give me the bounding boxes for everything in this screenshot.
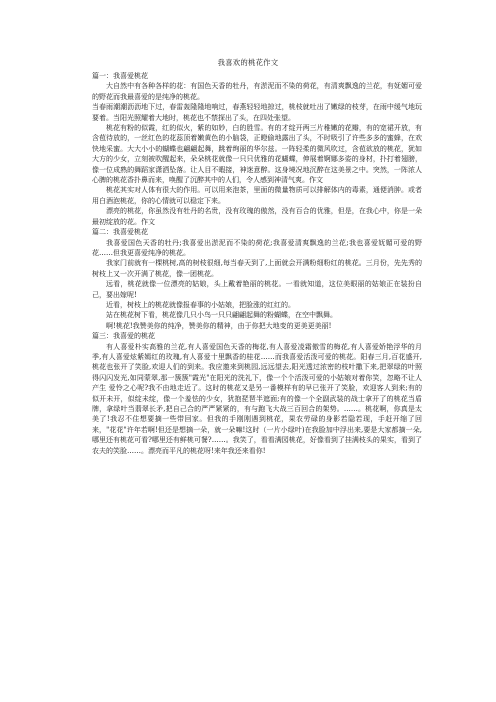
- article-body: [92, 71, 422, 456]
- paragraph: 桃花其实对人体有很大的作用。可以用来泡茶，里面的微量物质可以排解体内的毒素，通便消肿。或者用白酒泡桃花，你的心情就可以稳定下来。: [92, 186, 422, 205]
- paragraph: 我家门前就有一棵桃树,高的树枝很细,每当春天到了,上面就会开满粉细粉红的桃花。三月份，先先秀的树枝上又一次开满了桃花，像一团桃花。: [92, 259, 422, 278]
- paragraph: 站在桃花树下看，桃花像几只小鸟一只只翩翩起舞的粉蝴蝶，在空中飘舞。: [106, 311, 337, 320]
- paragraph: 当春雨潮潮沥沥地下过，春雷轰隆隆地响过，春燕轻轻地掠过，桃枝就吐出了嫩绿的枝芽，在雨中缓气地玩要着。当阳光照耀着大地时，桃花也不禁探出了头，在四处张望。: [92, 103, 422, 122]
- paragraph: 大自然中有各种各样的花：有国色天香的牡丹，有淤泥而不染的荷花，有清爽飘逸的兰花，有妩媚可爱的野花而我最喜爱的是纯净的桃花。: [92, 82, 422, 101]
- paragraph: 有人喜爱朴实高雅的兰花,有人喜爱国色天香的梅花,有人喜爱凌霜傲雪的梅花,有人喜爱娇艳浮华的月季,有人喜爱炫紫嫣红的玫瑰,有人喜爱十里飘香的桂花……而我喜爱活泼可爱的桃花。阳春三月,百花盛开,桃花也张开了笑脸,欢迎人们的到来。我应邀来到桃园,远远望去,阳光透过浓密的枝叶撒下来,把翠绿的叶照得闪闪发光,如同蒙翠,那一簇簇"霞光"在阳光的洗礼下，像一个个活泼可爱的小姑娘对着你笑，忽略不让人产生 爱怜之心呢?我不由地走近了。这时的桃花又是另一番模样有的早已张开了笑脸，欢迎客人到来;有的似开未开，似绽未绽，像一个羞怯的少女，犹抱琵琶半遮面;有的像一个全副武装的战士拿开了的桃花当盾牌，拿绿叶当翡翠长矛,把自己合的严严紧紧的，有与跑飞大战三百回合的架势。……。桃花啊，你真是太美了!我忍不住想要摘一些带回家。但我的手刚刚遇到桃花，果农劳碌的身影若隐若现，手赶开缩了回来，"花花"许年若啊!但还是想摘一朵，就一朵嘛!这时（一片小绿叶)在我脸加中浮出来,要是大家都摘一朵,哪里还有桃花可看?哪里还有鲜桃可餐?……。我笑了，看看满园桃花，好像看到了挂满枝头的果实，看到了农夫的笑脸……。漂亮而平凡的桃花呀!来年我还来看你!: [92, 342, 422, 455]
- page-title: 我喜欢的桃花作文: [217, 58, 279, 67]
- paragraph: 我喜爱国色天香的牡丹;我喜爱出淤泥而不染的荷花;我喜爱清爽飘逸的兰花;我也喜爱妩媚可爱的野花……但我更喜爱纯净的桃花。: [92, 238, 422, 257]
- section-heading: 篇三：我喜爱的桃花: [92, 332, 155, 341]
- section-heading: 篇一：我喜爱桃花: [92, 72, 148, 80]
- paragraph: 桃花有粉的似霞，红的似火，紫的如妙，白的胜雪。有的才绽开两三片稚嫩的花瓣，有的宽裙开放，有含苞待放的，一丝红色的花蕊顶着嫩黄色的小脑袋，正瞪偷地露出了头，不时吸引了许些多多的蜜蜂，在欢快地采蜜。大大小小的蝴蝶也翩翩起舞，跳着绚丽的华尔兹。一阵轻柔的微风吹过，含苞欲放的桃花，犹如大方的少女，立刻被吹醒起来，朵朵桃花就像一只只优雅的花蝴蝶，伸展着婀娜多姿的身材，扑打着翅膀，像一位成熟的舞蹈家潇洒坠落。让人目不暇接，神迷意醉。这身境况地沉醉在这美景之中。突然，一阵浓人心脾的桃花香扑鼻而来，唤醒了沉醉其中的人们，令人感到神清气爽。作文: [92, 124, 422, 185]
- section-heading: 篇二：我喜爱桃花: [92, 228, 148, 237]
- paragraph: 漂亮的桃花，你虽然没有牡丹的名贵，没有玫瑰的傲然，没有百合的优雅，但是，在我心中，你是一朵最初绽放的花。作文: [92, 207, 422, 226]
- paragraph: 近看，树枝上的桃花就像报春事的小姑娘，把脸涨的红红的。: [106, 300, 295, 309]
- paragraph: 啊!桃花!我赞美你的纯净，赞美你的精神，由于你把大地变的更美更美丽!: [106, 321, 332, 330]
- paragraph: 远看，桃花就像一位漂亮的姑娘，头上戴着艳丽的桃花。一看就知道，这位美眼丽的姑娘正在装扮自己，要出嫁呢!: [92, 280, 422, 299]
